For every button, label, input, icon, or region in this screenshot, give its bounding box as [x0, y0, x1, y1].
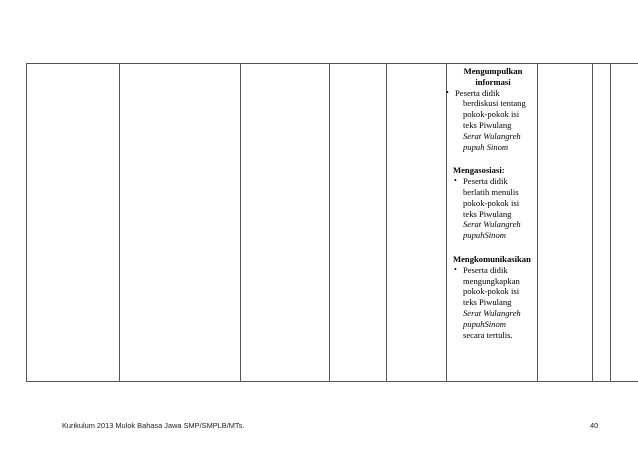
page-number: 40 — [590, 421, 599, 430]
bullet-icon: • — [454, 264, 457, 274]
lesson-table — [26, 63, 638, 382]
section-heading-gathering: Mengumpulkan informasi — [463, 66, 523, 87]
section-heading-communicating: Mengkomunikasikan — [453, 253, 531, 264]
table-cell-5 — [387, 64, 447, 382]
footer-text: Kurikulum 2013 Mulok Bahasa Jawa SMP/SMPLB/MTs. — [62, 421, 245, 430]
table-cell-3 — [241, 64, 330, 382]
list-item: • Peserta didik mengungkapkan pokok-pokok isi teks Piwulang Serat Wulangreh pupuhSinom secara tertulis. — [454, 264, 521, 340]
bullet-icon: • — [454, 176, 457, 186]
learning-activities-cell — [447, 64, 538, 382]
list-item: • Peserta didik berlatih menulis pokok-pokok isi teks Piwulang Serat Wulangreh pupuhSinom — [454, 176, 521, 241]
table-cell-9 — [611, 64, 638, 382]
table-cell-4 — [330, 64, 387, 382]
list-item: • Peserta didik berdiskusi tentang pokok-pokok isi teks Piwulang Serat Wulangreh pupuh Sinom — [446, 87, 526, 152]
table-cell-8 — [593, 64, 611, 382]
table-cell-7 — [538, 64, 593, 382]
table-cell-2 — [120, 64, 241, 382]
bullet-icon: • — [446, 87, 449, 97]
section-heading-associating: Mengasosiasi: — [453, 165, 505, 176]
table-cell-1 — [27, 64, 120, 382]
